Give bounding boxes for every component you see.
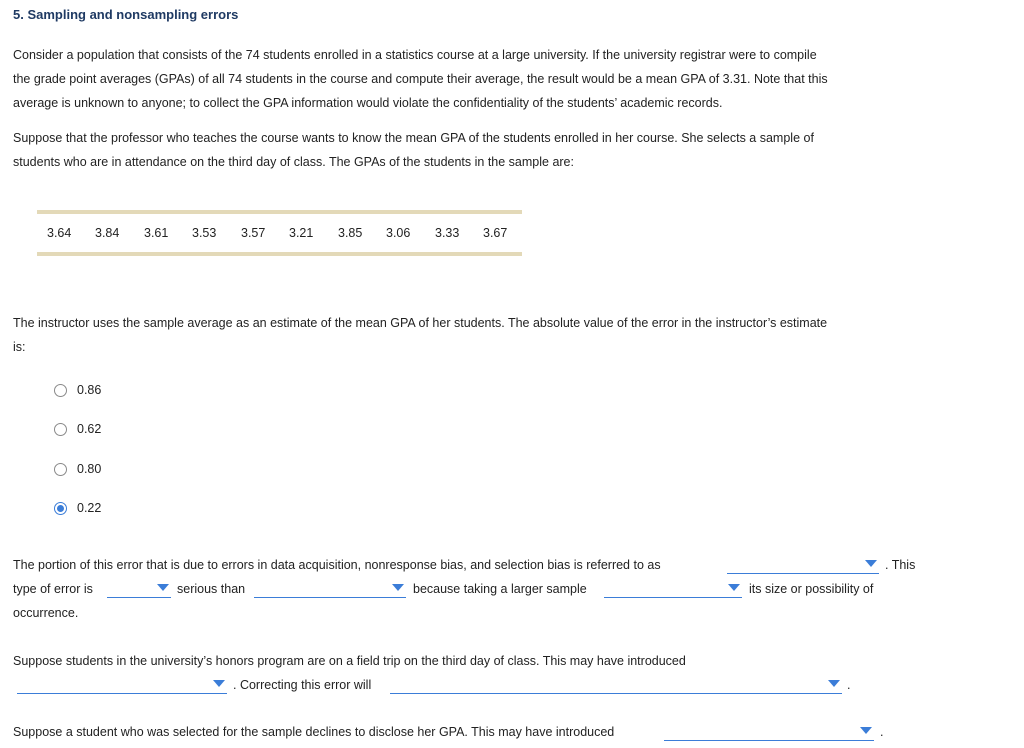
intro-line: Consider a population that consists of the 74 students enrolled in a statistics course at a large university. If the university registrar were to compile bbox=[13, 48, 817, 62]
sample-value: 3.67 bbox=[483, 226, 508, 240]
option-label: 0.22 bbox=[77, 501, 102, 515]
intro-line: students who are in attendance on the third day of class. The GPAs of the students in the sample are: bbox=[13, 155, 574, 169]
intro-line: the grade point averages (GPAs) of all 74 students in the course and compute their average, the result would be a mean GPA of 3.31. Note that this bbox=[13, 72, 828, 86]
error-type-dropdown[interactable] bbox=[727, 556, 879, 574]
intro-paragraph-2 bbox=[13, 126, 913, 174]
part2-text: because taking a larger sample bbox=[413, 582, 587, 596]
part1-question bbox=[13, 311, 913, 359]
sample-value: 3.64 bbox=[47, 226, 72, 240]
chevron-down-icon bbox=[392, 584, 404, 591]
intro-line: average is unknown to anyone; to collect the GPA information would violate the confidentiality of the students’ academic records. bbox=[13, 96, 723, 110]
part4-text: Suppose a student who was selected for the sample declines to disclose her GPA. This may have introduced bbox=[13, 725, 615, 739]
sample-value: 3.53 bbox=[192, 226, 217, 240]
comparison-dropdown[interactable] bbox=[254, 580, 406, 598]
radio-button-selected[interactable] bbox=[54, 502, 67, 515]
sample-value: 3.61 bbox=[144, 226, 169, 240]
part2-text: its size or possibility of bbox=[749, 582, 874, 596]
radio-button[interactable] bbox=[54, 423, 67, 436]
part2-text: occurrence. bbox=[13, 606, 79, 620]
part4-text: . bbox=[880, 725, 884, 739]
chevron-down-icon bbox=[865, 560, 877, 567]
question-line: is: bbox=[13, 340, 26, 354]
question-line: The instructor uses the sample average as an estimate of the mean GPA of her students. The absolute value of the error in the instructor’s estimate bbox=[13, 316, 828, 330]
sample-effect-dropdown[interactable] bbox=[604, 580, 742, 598]
nonresponse-error-dropdown[interactable] bbox=[664, 723, 874, 741]
chevron-down-icon bbox=[213, 680, 225, 687]
part2-text: The portion of this error that is due to errors in data acquisition, nonresponse bias, and selection bias is referred to as bbox=[13, 558, 661, 572]
chevron-down-icon bbox=[828, 680, 840, 687]
part3-text: . bbox=[847, 678, 851, 692]
part3-text: . Correcting this error will bbox=[233, 678, 372, 692]
part2-text: serious than bbox=[177, 582, 246, 596]
option-label: 0.86 bbox=[77, 383, 102, 397]
radio-button[interactable] bbox=[54, 463, 67, 476]
chevron-down-icon bbox=[157, 584, 169, 591]
option-label: 0.62 bbox=[77, 422, 102, 436]
sample-value: 3.84 bbox=[95, 226, 120, 240]
part3-text: Suppose students in the university’s honors program are on a field trip on the third day of class. This may have introduced bbox=[13, 654, 686, 668]
part2-text: . This bbox=[885, 558, 916, 572]
option-label: 0.80 bbox=[77, 462, 102, 476]
chevron-down-icon bbox=[728, 584, 740, 591]
sample-value: 3.21 bbox=[289, 226, 314, 240]
seriousness-dropdown[interactable] bbox=[107, 580, 171, 598]
intro-line: Suppose that the professor who teaches the course wants to know the mean GPA of the students enrolled in her course. She selects a sample of bbox=[13, 131, 814, 145]
radio-button[interactable] bbox=[54, 384, 67, 397]
sample-value: 3.06 bbox=[386, 226, 411, 240]
question-title: 5. Sampling and nonsampling errors bbox=[13, 7, 239, 22]
sample-gpa-table bbox=[37, 210, 522, 256]
chevron-down-icon bbox=[860, 727, 872, 734]
intro-paragraph-1 bbox=[13, 43, 913, 115]
sample-value: 3.85 bbox=[338, 226, 363, 240]
sample-value: 3.57 bbox=[241, 226, 266, 240]
part2-text: type of error is bbox=[13, 582, 93, 596]
correction-dropdown[interactable] bbox=[390, 676, 842, 694]
field-trip-error-dropdown[interactable] bbox=[17, 676, 227, 694]
sample-value: 3.33 bbox=[435, 226, 460, 240]
